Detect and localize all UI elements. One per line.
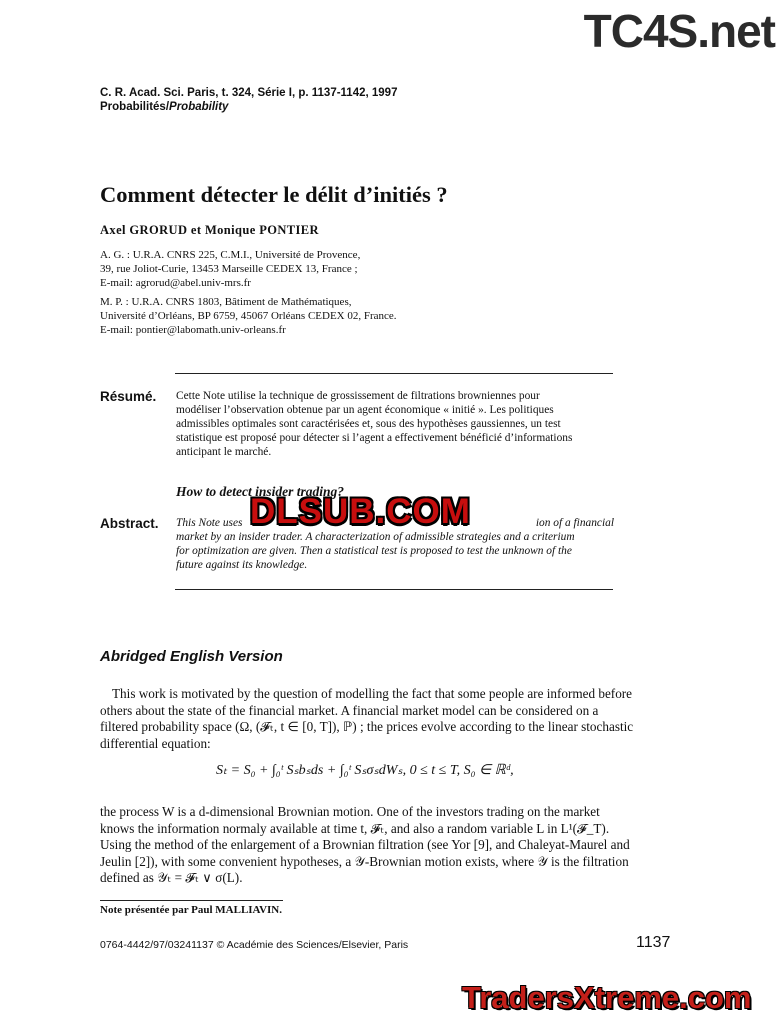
abstract-line: future against its knowledge. xyxy=(176,558,308,571)
resume-line: Cette Note utilise la technique de grossissement de filtrations browniennes pour xyxy=(176,390,540,402)
resume-text xyxy=(176,390,614,460)
sde-formula: Sₜ = S₀ + ∫₀ᵗ Sₛbₛds + ∫₀ᵗ SₛσₛdWₛ, 0 ≤ t ≤ T, S₀ ∈ ℝᵈ, xyxy=(216,763,514,778)
body-line: filtered probability space (Ω, (𝓕ₜ, t ∈ [0, T]), ℙ) ; the prices evolve according to the linear stochastic xyxy=(100,719,634,735)
abstract-title: How to detect insider trading? xyxy=(176,484,345,499)
journal-header xyxy=(100,86,397,114)
abstract-line: market by an insider trader. A characterization of admissible strategies and a criterium xyxy=(176,530,575,543)
affiliation-email: E-mail: agrorud@abel.univ-mrs.fr xyxy=(100,277,251,289)
paper-title: Comment détecter le délit d’initiés ? xyxy=(100,182,448,207)
divider-top xyxy=(175,373,613,374)
watermark-middle: DLSUB.COM xyxy=(250,492,471,531)
presented-by-note: Note présentée par Paul MALLIAVIN. xyxy=(100,904,282,916)
resume-line: admissibles optimales sont caractérisées et, sous des hypothèses gaussiennes, un test xyxy=(176,417,561,430)
resume-line: anticipant le marché. xyxy=(176,445,272,458)
affiliation-line: 39, rue Joliot-Curie, 13453 Marseille CEDEX 13, France ; xyxy=(100,263,358,275)
affiliation-line: Université d’Orléans, BP 6759, 45067 Orléans CEDEX 02, France. xyxy=(100,310,397,322)
body-line: defined as 𝒴ₜ = 𝓕ₜ ∨ σ(L). xyxy=(100,870,243,886)
body-line: knows the information normaly available at time t, 𝓕ₜ, and also a random variable L in L¹(𝓕_T). xyxy=(100,820,610,836)
divider-bottom xyxy=(175,589,613,590)
resume-label: Résumé. xyxy=(100,389,157,404)
abstract-line: for optimization are given. Then a statistical test is proposed to test the unknown of the xyxy=(176,544,572,557)
abstract-line: This Note uses ion of a financial xyxy=(176,517,614,529)
body-line: Jeulin [2]), with some convenient hypotheses, a 𝒴-Brownian motion exists, where 𝒴 is the filtration xyxy=(100,853,629,869)
affiliation-email: E-mail: pontier@labomath.univ-orleans.fr xyxy=(100,324,286,336)
abstract-label: Abstract. xyxy=(100,516,159,531)
resume-line: statistique est proposé pour détecter si l’agent a effectivement bénéficié d’informations xyxy=(176,431,573,444)
body-line: This work is motivated by the question of modelling the fact that some people are informed before xyxy=(112,686,633,701)
body-line: others about the state of the financial market. A financial market model can be considered on a xyxy=(100,702,599,718)
affiliation-line: A. G. : U.R.A. CNRS 225, C.M.I., Université de Provence, xyxy=(100,249,361,261)
abridged-heading: Abridged English Version xyxy=(100,648,283,665)
footnote-rule xyxy=(100,900,283,901)
affiliation-line: M. P. : U.R.A. CNRS 1803, Bâtiment de Mathématiques, xyxy=(100,296,352,308)
watermark-bottom: TradersXtreme.com xyxy=(462,980,752,1015)
body-paragraph-2 xyxy=(100,804,672,887)
footer-issn: 0764-4442/97/03241137 © Académie des Sciences/Elsevier, Paris xyxy=(100,939,409,951)
body-line: the process W is a d-dimensional Brownian motion. One of the investors trading on the market xyxy=(100,804,600,819)
watermark-top: TC4S.net xyxy=(583,5,775,57)
body-line: differential equation: xyxy=(100,735,211,751)
paper-authors: Axel GRORUD et Monique PONTIER xyxy=(100,223,319,237)
journal-section: Probabilités/Probability xyxy=(100,101,229,113)
page-number: 1137 xyxy=(636,934,671,951)
resume-line: modéliser l’observation obtenue par un agent économique « initié ». Les politiques xyxy=(176,403,554,416)
body-paragraph-1 xyxy=(100,686,672,752)
body-line: Using the method of the enlargement of a Brownian filtration (see Yor [9], and Chaleyat-Maurel and xyxy=(100,837,630,853)
journal-citation: C. R. Acad. Sci. Paris, t. 324, Série I, p. 1137-1142, 1997 xyxy=(100,87,398,99)
